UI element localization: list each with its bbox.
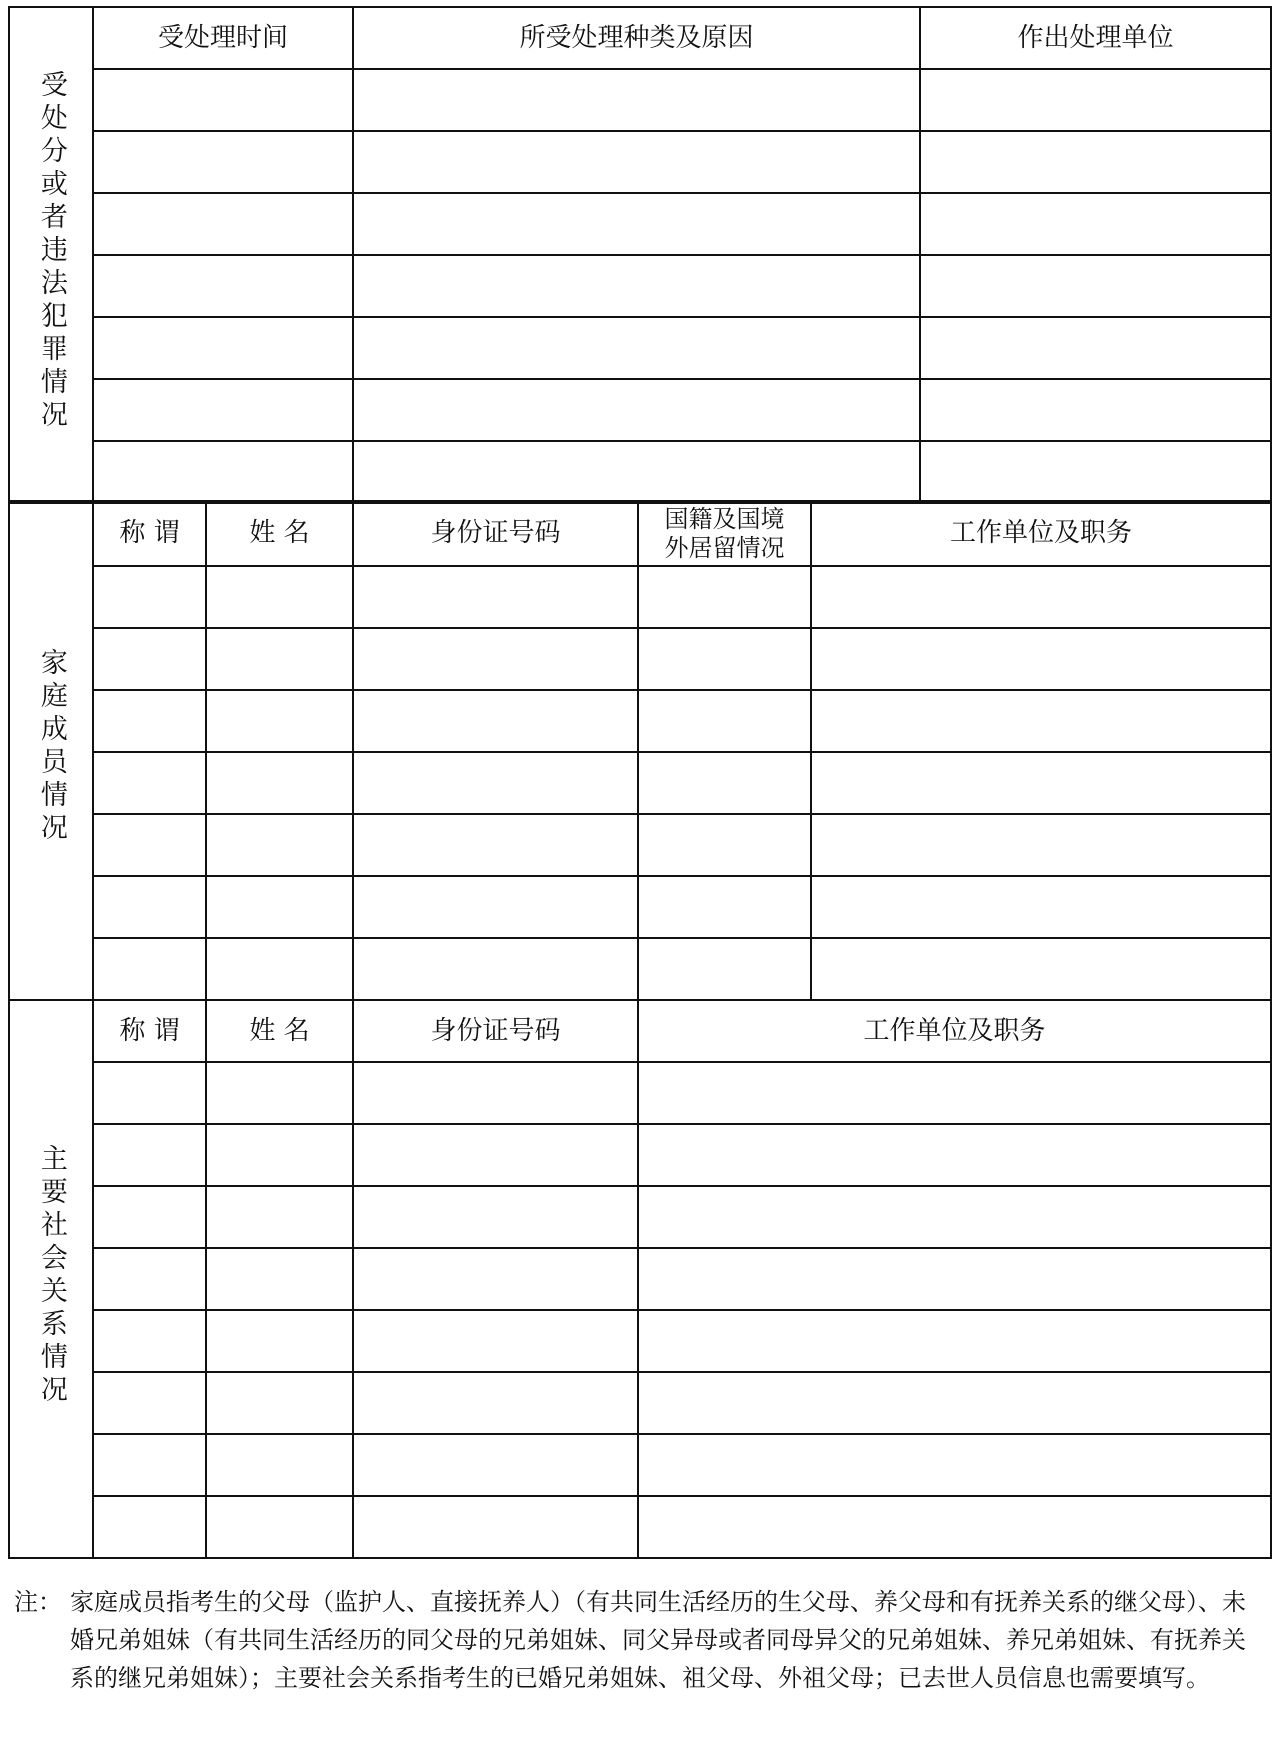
footnote-text: 家庭成员指考生的父母（监护人、直接抚养人）（有共同生活经历的生父母、养父母和有抚养关系的继父母）、未婚兄弟姐妹（有共同生活经历的同父母的兄弟姐妹、同父异母或者同母异父的兄弟姐妹、养兄弟姐妹、有抚养关系的继兄弟姐妹）；主要社会关系指考生的已婚兄弟姐妹、祖父母、外祖父母；已去世人员信息也需要填写。 bbox=[70, 1588, 1246, 1692]
family-id-cell[interactable] bbox=[353, 690, 638, 752]
family-header-nationality-line1: 国籍及国境 bbox=[664, 504, 785, 533]
family-name-cell[interactable] bbox=[206, 690, 353, 752]
violations-time-cell[interactable] bbox=[93, 255, 353, 317]
family-name-cell[interactable] bbox=[206, 876, 353, 938]
social-work-cell[interactable] bbox=[638, 1496, 1271, 1558]
social-work-cell[interactable] bbox=[638, 1434, 1271, 1496]
violations-time-cell[interactable] bbox=[93, 317, 353, 379]
social-id-cell[interactable] bbox=[353, 1124, 638, 1186]
violations-time-cell[interactable] bbox=[93, 193, 353, 255]
family-id-cell[interactable] bbox=[353, 752, 638, 814]
violations-unit-cell[interactable] bbox=[920, 317, 1271, 379]
social-relation-cell[interactable] bbox=[93, 1434, 206, 1496]
violations-unit-cell[interactable] bbox=[920, 441, 1271, 503]
family-work-cell[interactable] bbox=[811, 566, 1271, 628]
family-work-cell[interactable] bbox=[811, 628, 1271, 690]
social-table bbox=[8, 999, 1272, 1559]
table-row bbox=[9, 255, 1271, 317]
table-row bbox=[9, 690, 1271, 752]
violations-reason-cell[interactable] bbox=[353, 441, 920, 503]
social-name-cell[interactable] bbox=[206, 1062, 353, 1124]
family-id-cell[interactable] bbox=[353, 628, 638, 690]
family-section-label bbox=[9, 501, 93, 1000]
family-work-cell[interactable] bbox=[811, 876, 1271, 938]
social-work-cell[interactable] bbox=[638, 1248, 1271, 1310]
violations-unit-cell[interactable] bbox=[920, 255, 1271, 317]
family-header-name: 姓 名 bbox=[206, 501, 353, 566]
violations-label-text: 受处分或者违法犯罪情况 bbox=[35, 70, 67, 434]
footnote-prefix: 注： bbox=[14, 1588, 62, 1616]
family-header-nationality-line2: 外居留情况 bbox=[664, 533, 785, 562]
social-relation-cell[interactable] bbox=[93, 1248, 206, 1310]
social-work-cell[interactable] bbox=[638, 1186, 1271, 1248]
family-id-cell[interactable] bbox=[353, 876, 638, 938]
social-work-cell[interactable] bbox=[638, 1124, 1271, 1186]
family-name-cell[interactable] bbox=[206, 752, 353, 814]
social-name-cell[interactable] bbox=[206, 1310, 353, 1372]
family-header-work-unit: 工作单位及职务 bbox=[811, 501, 1271, 566]
table-row bbox=[9, 566, 1271, 628]
social-section-label bbox=[9, 1000, 93, 1558]
social-header-id-number: 身份证号码 bbox=[353, 1000, 638, 1062]
family-header-id-number: 身份证号码 bbox=[353, 501, 638, 566]
social-id-cell[interactable] bbox=[353, 1248, 638, 1310]
violations-header-unit: 作出处理单位 bbox=[920, 7, 1271, 69]
violations-section-label bbox=[9, 7, 93, 503]
family-id-cell[interactable] bbox=[353, 814, 638, 876]
table-row bbox=[9, 1124, 1271, 1186]
violations-reason-cell[interactable] bbox=[353, 255, 920, 317]
table-row bbox=[9, 441, 1271, 503]
table-row bbox=[9, 1496, 1271, 1558]
social-relation-cell[interactable] bbox=[93, 1062, 206, 1124]
family-name-cell[interactable] bbox=[206, 938, 353, 1000]
social-work-cell[interactable] bbox=[638, 1062, 1271, 1124]
table-row bbox=[9, 1186, 1271, 1248]
social-id-cell[interactable] bbox=[353, 1186, 638, 1248]
family-header-nationality bbox=[638, 501, 811, 566]
social-id-cell[interactable] bbox=[353, 1062, 638, 1124]
table-row bbox=[9, 876, 1271, 938]
table-row bbox=[9, 1434, 1271, 1496]
family-work-cell[interactable] bbox=[811, 752, 1271, 814]
violations-header-type-reason: 所受处理种类及原因 bbox=[353, 7, 920, 69]
family-header-relation: 称 谓 bbox=[93, 501, 206, 566]
table-row bbox=[9, 131, 1271, 193]
family-name-cell[interactable] bbox=[206, 566, 353, 628]
family-relation-cell[interactable] bbox=[93, 876, 206, 938]
table-row bbox=[9, 379, 1271, 441]
violations-unit-cell[interactable] bbox=[920, 69, 1271, 131]
family-nationality-cell[interactable] bbox=[638, 876, 811, 938]
table-row bbox=[9, 1062, 1271, 1124]
table-row bbox=[9, 628, 1271, 690]
social-relation-cell[interactable] bbox=[93, 1372, 206, 1434]
family-relation-cell[interactable] bbox=[93, 690, 206, 752]
social-label-text: 主要社会关系情况 bbox=[35, 1143, 67, 1408]
family-nationality-cell[interactable] bbox=[638, 628, 811, 690]
family-relation-cell[interactable] bbox=[93, 752, 206, 814]
violations-time-cell[interactable] bbox=[93, 131, 353, 193]
violations-reason-cell[interactable] bbox=[353, 193, 920, 255]
table-row bbox=[9, 1248, 1271, 1310]
table-row bbox=[9, 1372, 1271, 1434]
social-header-relation: 称 谓 bbox=[93, 1000, 206, 1062]
family-relation-cell[interactable] bbox=[93, 938, 206, 1000]
social-relation-cell[interactable] bbox=[93, 1496, 206, 1558]
social-name-cell[interactable] bbox=[206, 1372, 353, 1434]
family-work-cell[interactable] bbox=[811, 938, 1271, 1000]
table-row bbox=[9, 69, 1271, 131]
violations-header-time: 受处理时间 bbox=[93, 7, 353, 69]
family-relation-cell[interactable] bbox=[93, 628, 206, 690]
family-name-cell[interactable] bbox=[206, 628, 353, 690]
family-nationality-cell[interactable] bbox=[638, 690, 811, 752]
social-name-cell[interactable] bbox=[206, 1496, 353, 1558]
table-row bbox=[9, 1310, 1271, 1372]
family-relation-cell[interactable] bbox=[93, 814, 206, 876]
violations-time-cell[interactable] bbox=[93, 379, 353, 441]
social-header-name: 姓 名 bbox=[206, 1000, 353, 1062]
violations-header-row bbox=[9, 7, 1271, 69]
social-name-cell[interactable] bbox=[206, 1186, 353, 1248]
social-name-cell[interactable] bbox=[206, 1124, 353, 1186]
table-row bbox=[9, 814, 1271, 876]
violations-table bbox=[8, 6, 1272, 504]
family-id-cell[interactable] bbox=[353, 566, 638, 628]
family-label-text: 家庭成员情况 bbox=[35, 648, 67, 847]
family-table bbox=[8, 500, 1272, 1001]
social-work-cell[interactable] bbox=[638, 1372, 1271, 1434]
violations-unit-cell[interactable] bbox=[920, 131, 1271, 193]
violations-unit-cell[interactable] bbox=[920, 379, 1271, 441]
social-relation-cell[interactable] bbox=[93, 1186, 206, 1248]
table-row bbox=[9, 752, 1271, 814]
table-row bbox=[9, 938, 1271, 1000]
family-work-cell[interactable] bbox=[811, 814, 1271, 876]
table-row bbox=[9, 317, 1271, 379]
social-work-cell[interactable] bbox=[638, 1310, 1271, 1372]
social-header-row bbox=[9, 1000, 1271, 1062]
family-name-cell[interactable] bbox=[206, 814, 353, 876]
social-relation-cell[interactable] bbox=[93, 1310, 206, 1372]
social-name-cell[interactable] bbox=[206, 1434, 353, 1496]
violations-reason-cell[interactable] bbox=[353, 131, 920, 193]
family-id-cell[interactable] bbox=[353, 938, 638, 1000]
family-relation-cell[interactable] bbox=[93, 566, 206, 628]
social-id-cell[interactable] bbox=[353, 1372, 638, 1434]
family-nationality-cell[interactable] bbox=[638, 752, 811, 814]
violations-time-cell[interactable] bbox=[93, 69, 353, 131]
violations-time-cell[interactable] bbox=[93, 441, 353, 503]
table-row bbox=[9, 193, 1271, 255]
social-name-cell[interactable] bbox=[206, 1248, 353, 1310]
violations-reason-cell[interactable] bbox=[353, 317, 920, 379]
social-header-work-unit: 工作单位及职务 bbox=[638, 1000, 1271, 1062]
violations-reason-cell[interactable] bbox=[353, 69, 920, 131]
family-header-row bbox=[9, 501, 1271, 566]
violations-reason-cell[interactable] bbox=[353, 379, 920, 441]
social-id-cell[interactable] bbox=[353, 1310, 638, 1372]
family-nationality-cell[interactable] bbox=[638, 814, 811, 876]
violations-unit-cell[interactable] bbox=[920, 193, 1271, 255]
social-id-cell[interactable] bbox=[353, 1496, 638, 1558]
social-relation-cell[interactable] bbox=[93, 1124, 206, 1186]
social-id-cell[interactable] bbox=[353, 1434, 638, 1496]
family-nationality-cell[interactable] bbox=[638, 938, 811, 1000]
family-nationality-cell[interactable] bbox=[638, 566, 811, 628]
family-work-cell[interactable] bbox=[811, 690, 1271, 752]
